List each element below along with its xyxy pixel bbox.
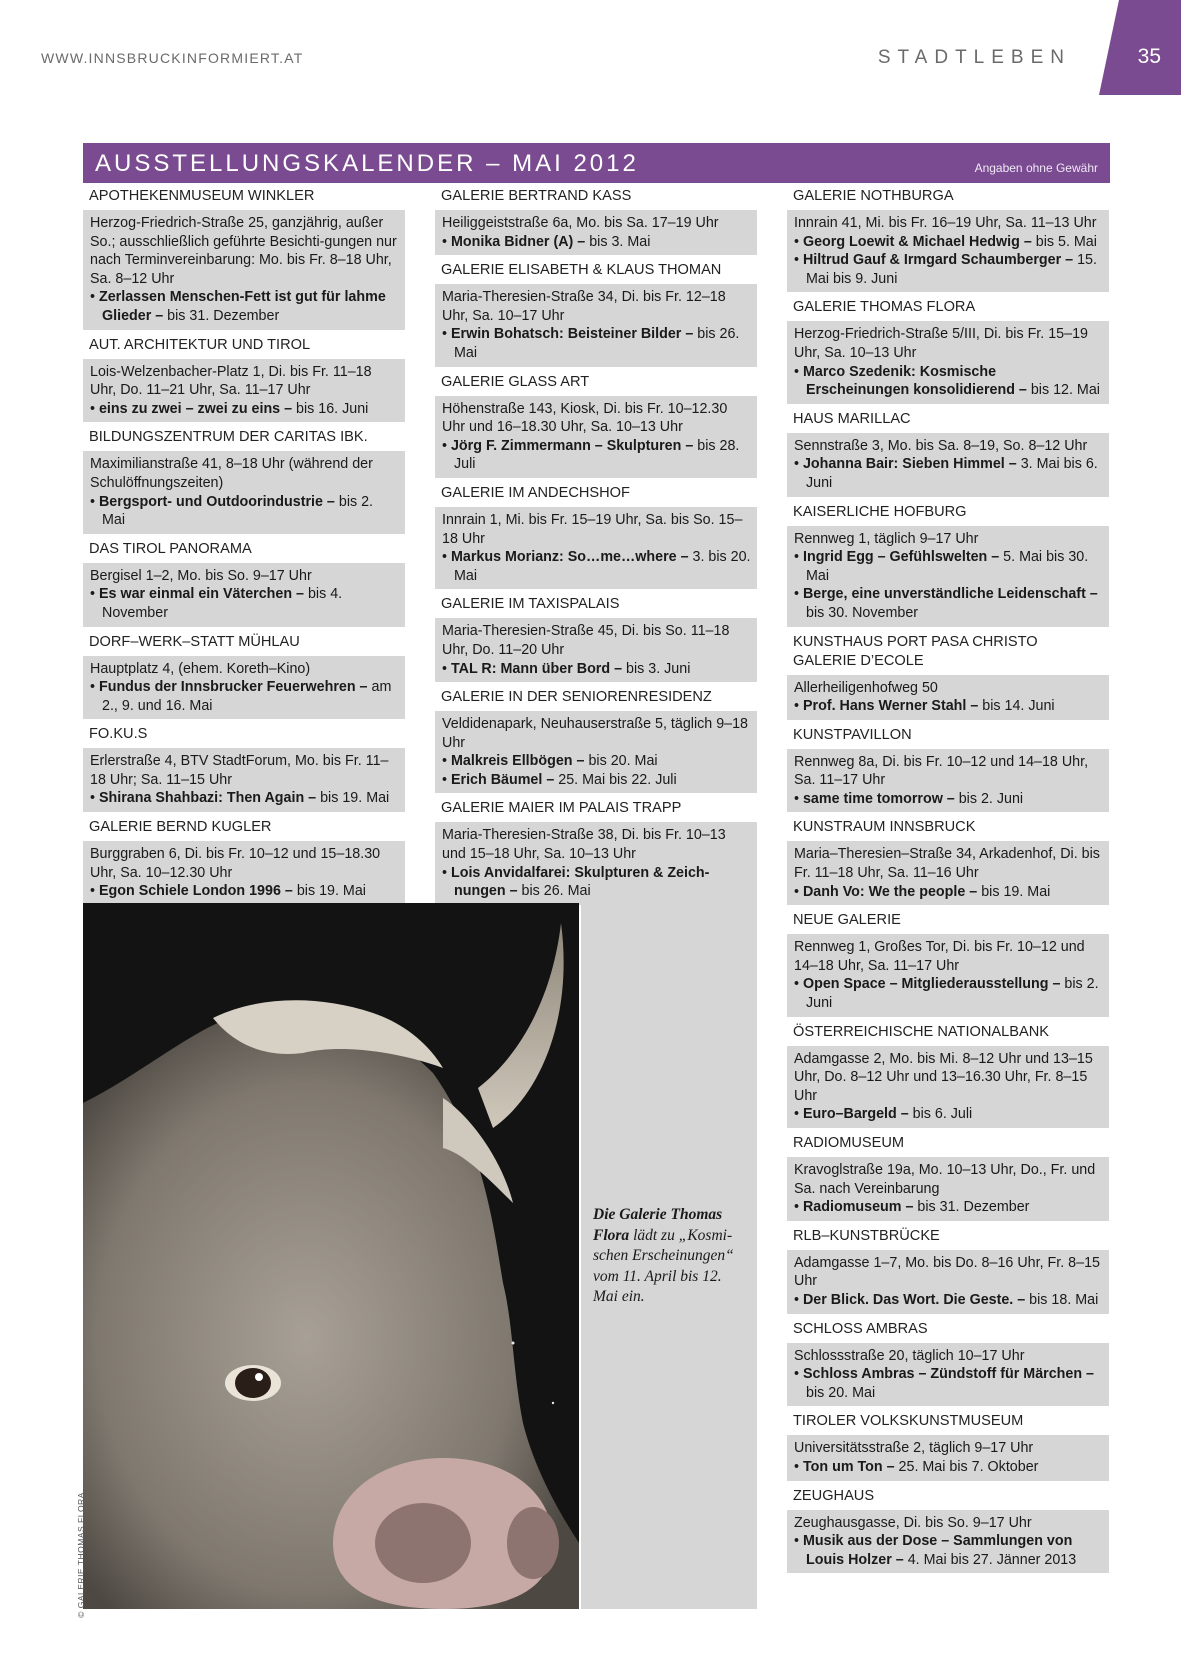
disclaimer: Angaben ohne Gewähr — [974, 161, 1098, 175]
venue-info: Herzog-Friedrich-Straße 5/III, Di. bis Fr. 15–19 Uhr, Sa. 10–13 Uhr — [794, 326, 1088, 361]
venue-info: Veldidenapark, Neuhauserstraße 5, täglich 9–18 Uhr — [442, 716, 748, 751]
calendar-entry — [787, 1487, 1109, 1574]
exhibition-title: Marco Szedenik: Kosmische Erscheinungen konsolidierend – — [802, 363, 1027, 399]
venue-info: Adamgasse 1–7, Mo. bis Do. 8–16 Uhr, Fr. 8–15 Uhr — [794, 1254, 1100, 1290]
exhibition-title: Ton um Ton – — [802, 1458, 895, 1475]
venue-info: Allerheiligenhofweg 50 — [794, 679, 938, 696]
exhibition-title: Jörg F. Zimmermann – Skulpturen – — [450, 437, 694, 454]
venue-info: Höhenstraße 143, Kiosk, Di. bis Fr. 10–12.30 Uhr und 16–18.30 Uhr, Sa. 10–13 Uhr — [442, 400, 728, 436]
venue-details — [787, 841, 1109, 905]
venue-name: GALERIE THOMAS FLORA — [793, 299, 976, 316]
venue-details — [83, 359, 405, 423]
exhibition-dates: bis 19. Mai — [977, 883, 1051, 900]
exhibition-title: Der Blick. Das Wort. Die Geste. – — [802, 1291, 1026, 1308]
exhibition-title: Prof. Hans Werner Stahl – — [802, 698, 979, 715]
calendar-entry — [787, 503, 1109, 627]
exhibition-item — [90, 288, 399, 325]
exhibition-title: eins zu zwei – zwei zu eins – — [98, 400, 293, 417]
exhibition-title: Erwin Bohatsch: Beisteiner Bilder – — [450, 326, 694, 343]
calendar-entry — [83, 336, 405, 423]
exhibition-dates: bis 20. Mai — [584, 753, 658, 770]
venue-details — [787, 749, 1109, 813]
exhibition-item — [90, 400, 399, 419]
venue-name: GALERIE IN DER SENIORENRESIDENZ — [441, 689, 712, 706]
exhibition-title: Open Space – Mitgliederausstellung – — [802, 976, 1061, 993]
exhibition-dates: bis 18. Mai — [1025, 1291, 1099, 1308]
venue-name: NEUE GALERIE — [793, 912, 901, 929]
exhibition-dates: bis 16. Juni — [292, 400, 369, 417]
venue-details — [787, 1046, 1109, 1128]
venue-details — [787, 210, 1109, 292]
exhibition-dates: 25. Mai bis 22. Juli — [554, 771, 677, 788]
image-credit-text: © GALERIE THOMAS FLORA — [75, 1492, 86, 1618]
venue-info: Erlerstraße 4, BTV StadtForum, Mo. bis Fr. 11–18 Uhr; Sa. 11–15 Uhr — [90, 753, 389, 788]
exhibition-title: Markus Morianz: So…me…where – — [450, 549, 689, 566]
exhibition-title: Erich Bäumel – — [450, 771, 555, 788]
calendar-entry — [83, 633, 405, 720]
exhibition-title: Georg Loewit & Michael Hedwig – — [802, 233, 1032, 250]
calendar-entry — [83, 428, 405, 533]
calendar-title: AUSSTELLUNGSKALENDER – MAI 2012 — [95, 150, 639, 177]
calendar-entry — [787, 633, 1109, 720]
venue-info: Innrain 1, Mi. bis Fr. 15–19 Uhr, Sa. bis So. 15–18 Uhr — [442, 511, 743, 547]
exhibition-dates: bis 3. Juni — [622, 660, 691, 677]
exhibition-item — [794, 697, 1103, 716]
caption-bold: Die Galerie Thomas Flora — [593, 1206, 723, 1244]
venue-info: Rennweg 1, täglich 9–17 Uhr — [794, 530, 979, 547]
calendar-entry — [435, 688, 757, 793]
exhibition-title: Fundus der Innsbrucker Feuerwehren – — [98, 679, 368, 696]
venue-details — [435, 618, 757, 682]
venue-name: SCHLOSS AMBRAS — [793, 1320, 928, 1337]
venue-details — [787, 1157, 1109, 1221]
exhibition-item — [794, 1365, 1103, 1402]
venue-name: AUT. ARCHITEKTUR UND TIROL — [89, 336, 311, 353]
exhibition-title: Bergsport- und Outdoorindustrie – — [98, 493, 335, 510]
venue-info: Bergisel 1–2, Mo. bis So. 9–17 Uhr — [90, 567, 312, 584]
exhibition-title: same time tomorrow – — [802, 790, 955, 807]
exhibition-item — [794, 1198, 1103, 1217]
exhibition-title: Musik aus der Dose – Sammlungen von Louis Holzer – — [802, 1533, 1073, 1568]
exhibition-item — [442, 325, 751, 362]
calendar-entry — [787, 1227, 1109, 1314]
exhibition-dates: 3. Mai bis 6. Juni — [806, 456, 1098, 491]
venue-name: ZEUGHAUS — [793, 1487, 875, 1504]
calendar-entry — [787, 298, 1109, 403]
calendar-entry — [787, 187, 1109, 292]
image-credit — [68, 1492, 86, 1618]
venue-details — [83, 748, 405, 812]
exhibition-dates: 15. Mai bis 9. Juni — [806, 252, 1097, 287]
calendar-entry — [787, 911, 1109, 1016]
exhibition-item — [794, 233, 1103, 252]
exhibition-title: Danh Vo: We the people – — [802, 883, 978, 900]
site-url[interactable]: WWW.INNSBRUCKINFORMIERT.AT — [41, 50, 304, 66]
venue-info: Heiliggeiststraße 6a, Mo. bis Sa. 17–19 Uhr — [442, 215, 719, 231]
exhibition-item — [794, 548, 1103, 585]
exhibition-dates: bis 12. Mai — [1026, 382, 1100, 399]
venue-name: GALERIE ELISABETH & KLAUS THOMAN — [441, 262, 722, 279]
venue-details — [435, 711, 757, 793]
image-caption — [593, 1205, 749, 1308]
venue-info: Maria-Theresien-Straße 34, Di. bis Fr. 12–18 Uhr, Sa. 10–17 Uhr — [442, 289, 726, 324]
venue-details — [435, 507, 757, 589]
exhibition-item — [442, 233, 751, 252]
venue-info: Maria-Theresien-Straße 38, Di. bis Fr. 10–13 und 15–18 Uhr, Sa. 10–13 Uhr — [442, 827, 726, 863]
calendar-column-2 — [435, 187, 757, 911]
venue-info: Maria–Theresien–Straße 34, Arkadenhof, Di. bis Fr. 11–18 Uhr, Sa. 11–16 Uhr — [794, 846, 1100, 882]
calendar-entry — [435, 373, 757, 478]
exhibition-dates: bis 19. Mai — [292, 883, 366, 900]
calendar-entry — [83, 187, 405, 330]
exhibition-item — [794, 363, 1103, 400]
exhibition-dates: bis 26. Mai — [517, 883, 591, 900]
venue-info: Rennweg 8a, Di. bis Fr. 10–12 und 14–18 Uhr, Sa. 11–17 Uhr — [794, 753, 1089, 789]
venue-details — [83, 451, 405, 533]
venue-details — [83, 563, 405, 627]
venue-name: GALERIE GLASS ART — [441, 373, 590, 390]
exhibition-title: Zerlassen Menschen-Fett ist gut für lahme Glieder – — [98, 289, 386, 324]
venue-name: DORF–WERK–STATT MÜHLAU — [89, 633, 300, 650]
exhibition-item — [442, 660, 751, 679]
calendar-entry — [435, 261, 757, 366]
venue-name: BILDUNGSZENTRUM DER CARITAS IBK. — [89, 429, 368, 446]
exhibition-dates: bis 19. Mai — [316, 790, 390, 807]
exhibition-item — [90, 678, 399, 715]
exhibition-dates: bis 31. Dezember — [163, 307, 280, 324]
venue-name: KUNSTRAUM INNSBRUCK — [793, 819, 976, 836]
exhibition-item — [794, 1291, 1103, 1310]
exhibition-item — [794, 1105, 1103, 1124]
calendar-entry — [787, 1412, 1109, 1480]
venue-name: GALERIE NOTHBURGA — [793, 188, 954, 204]
venue-info: Lois-Welzenbacher-Platz 1, Di. bis Fr. 11–18 Uhr, Do. 11–21 Uhr, Sa. 11–17 Uhr — [90, 363, 372, 399]
venue-info: Zeughausgasse, Di. bis So. 9–17 Uhr — [794, 1514, 1032, 1531]
exhibition-title: Radiomuseum – — [802, 1199, 914, 1216]
caption-rest: lädt zu „Kosmi-schen Erscheinungen“ vom 11. April bis 12. Mai ein. — [593, 1226, 734, 1305]
venue-info: Kravoglstraße 19a, Mo. 10–13 Uhr, Do., Fr. und Sa. nach Vereinbarung — [794, 1162, 1096, 1197]
exhibition-title: Berge, eine unverständliche Leidenschaft – — [802, 586, 1098, 603]
calendar-entry — [435, 595, 757, 682]
venue-info: Maximilianstraße 41, 8–18 Uhr (während der Schulöffnungszeiten) — [90, 456, 373, 491]
exhibition-item — [794, 585, 1103, 622]
caption-box — [581, 903, 757, 1609]
venue-name: GALERIE BERND KUGLER — [89, 819, 272, 836]
exhibition-item — [794, 1532, 1103, 1569]
exhibition-item — [90, 882, 399, 901]
venue-name: GALERIE IM ANDECHSHOF — [441, 484, 630, 501]
exhibition-dates: bis 4. November — [102, 586, 343, 621]
venue-info: Schlossstraße 20, täglich 10–17 Uhr — [794, 1347, 1025, 1364]
calendar-entry — [83, 725, 405, 812]
exhibition-item — [794, 251, 1103, 288]
section-label: STADTLEBEN — [877, 47, 1071, 68]
exhibition-item — [90, 789, 399, 808]
exhibition-item — [794, 1458, 1103, 1477]
venue-info: Rennweg 1, Großes Tor, Di. bis Fr. 10–12 und 14–18 Uhr, Sa. 11–17 Uhr — [794, 939, 1085, 974]
venue-info: Maria-Theresien-Straße 45, Di. bis So. 11–18 Uhr, Do. 11–20 Uhr — [442, 623, 730, 658]
exhibition-item — [442, 752, 751, 771]
exhibition-dates: bis 28. Juli — [454, 437, 740, 473]
venue-details — [787, 526, 1109, 627]
exhibition-item — [442, 771, 751, 790]
calendar-entry — [787, 726, 1109, 813]
venue-info: Herzog-Friedrich-Straße 25, ganzjährig, außer So.; ausschließlich geführte Besichti-gungen nur nach Terminvereinbarung: Mo. bis Fr. 8–18 Uhr, Sa. 8–12 Uhr — [90, 215, 397, 287]
calendar-column-3 — [787, 187, 1109, 1579]
venue-name: RADIOMUSEUM — [793, 1135, 905, 1151]
venue-details — [435, 396, 757, 478]
venue-details — [83, 841, 405, 905]
venue-info: Adamgasse 2, Mo. bis Mi. 8–12 Uhr und 13–15 Uhr, Do. 8–12 Uhr und 13–16.30 Uhr, Fr. 8–15 Uhr — [794, 1050, 1093, 1104]
calendar-entry — [435, 187, 757, 255]
venue-info: Sennstraße 3, Mo. bis Sa. 8–19, So. 8–12 Uhr — [794, 437, 1088, 454]
venue-info: Universitätsstraße 2, täglich 9–17 Uhr — [794, 1440, 1034, 1457]
calendar-entry — [787, 410, 1109, 497]
venue-details — [787, 1435, 1109, 1480]
calendar-entry — [435, 484, 757, 589]
exhibition-item — [794, 455, 1103, 492]
cow-illustration — [83, 903, 579, 1609]
venue-details — [787, 433, 1109, 497]
calendar-entry — [787, 818, 1109, 905]
exhibition-dates: bis 5. Mai — [1031, 233, 1097, 250]
venue-name: KUNSTPAVILLON — [793, 726, 912, 743]
venue-info: Innrain 41, Mi. bis Fr. 16–19 Uhr, Sa. 11–13 Uhr — [794, 215, 1097, 231]
venue-details — [435, 284, 757, 366]
exhibition-dates: bis 14. Juni — [978, 698, 1055, 715]
venue-details — [435, 210, 757, 255]
calendar-entry — [83, 540, 405, 627]
exhibition-dates: bis 2. Mai — [102, 493, 374, 529]
exhibition-item — [442, 437, 751, 474]
exhibition-dates: bis 2. Juni — [806, 976, 1099, 1012]
exhibition-dates: bis 31. Dezember — [913, 1199, 1030, 1216]
exhibition-title: Ingrid Egg – Gefühlswelten – — [802, 549, 1000, 566]
page-number: 35 — [1137, 45, 1161, 68]
venue-name: GALERIE MAIER IM PALAIS TRAPP — [441, 800, 682, 817]
exhibition-dates: 4. Mai bis 27. Jänner 2013 — [903, 1551, 1077, 1568]
venue-details — [787, 1510, 1109, 1574]
venue-name: TIROLER VOLKSKUNSTMUSEUM — [793, 1413, 1024, 1430]
calendar-title-bar — [83, 143, 1110, 183]
calendar-entry — [787, 1134, 1109, 1221]
exhibition-dates: 25. Mai bis 7. Oktober — [894, 1458, 1039, 1475]
exhibition-dates: bis 30. November — [806, 604, 919, 621]
exhibition-item — [794, 975, 1103, 1012]
exhibition-item — [794, 790, 1103, 809]
venue-name: RLB–KUNSTBRÜCKE — [793, 1227, 940, 1244]
venue-name: KAISERLICHE HOFBURG — [793, 503, 967, 520]
venue-name: GALERIE IM TAXISPALAIS — [441, 596, 620, 613]
venue-name: HAUS MARILLAC — [793, 410, 911, 427]
venue-info: Burggraben 6, Di. bis Fr. 10–12 und 15–18.30 Uhr, Sa. 10–12.30 Uhr — [90, 846, 381, 881]
venue-info: Hauptplatz 4, (ehem. Koreth–Kino) — [90, 660, 311, 677]
calendar-entry — [83, 818, 405, 905]
exhibition-item — [90, 585, 399, 622]
exhibition-title: Monika Bidner (A) – — [450, 233, 586, 250]
exhibition-item — [794, 883, 1103, 902]
exhibition-dates: bis 20. Mai — [806, 1384, 876, 1401]
exhibition-dates: bis 6. Juli — [908, 1106, 973, 1123]
venue-details — [787, 934, 1109, 1016]
venue-name: DAS TIROL PANORAMA — [89, 540, 252, 557]
calendar-entry — [435, 799, 757, 904]
venue-details — [787, 675, 1109, 720]
venue-name: GALERIE BERTRAND KASS — [441, 188, 632, 204]
exhibition-title: Euro–Bargeld – — [802, 1106, 909, 1123]
exhibition-item — [90, 493, 399, 530]
venue-details — [83, 210, 405, 330]
cow-painting — [83, 903, 579, 1609]
exhibition-dates: 5. Mai bis 30. Mai — [806, 549, 1089, 584]
exhibition-title: TAL R: Mann über Bord – — [450, 660, 623, 677]
exhibition-title: Hiltrud Gauf & Irmgard Schaumberger – — [802, 252, 1074, 269]
venue-details — [787, 1343, 1109, 1407]
venue-name: ÖSTERREICHISCHE NATIONALBANK — [793, 1023, 1049, 1040]
exhibition-title: Egon Schiele London 1996 – — [98, 883, 293, 900]
venue-name: KUNSTHAUS PORT PASA CHRISTO GALERIE D’ECOLE — [793, 633, 1038, 669]
exhibition-dates: bis 2. Juni — [954, 790, 1024, 807]
exhibition-dates: 3. bis 20. Mai — [454, 549, 751, 584]
venue-name: FO.KU.S — [89, 726, 148, 743]
exhibition-dates: bis 26. Mai — [454, 326, 740, 361]
exhibition-dates: am 2., 9. und 16. Mai — [102, 679, 392, 714]
exhibition-title: Johanna Bair: Sieben Himmel – — [802, 456, 1017, 473]
exhibition-title: Malkreis Ellbögen – — [450, 753, 585, 770]
venue-details — [83, 656, 405, 720]
venue-name: APOTHEKENMUSEUM WINKLER — [89, 188, 315, 204]
exhibition-title: Shirana Shahbazi: Then Again – — [98, 790, 317, 807]
calendar-entry — [787, 1023, 1109, 1128]
exhibition-title: Es war einmal ein Väterchen – — [98, 586, 304, 603]
exhibition-title: Schloss Ambras – Zündstoff für Märchen – — [802, 1366, 1095, 1383]
calendar-entry — [787, 1320, 1109, 1407]
calendar-column-1 — [83, 187, 405, 911]
venue-details — [787, 321, 1109, 403]
exhibition-title: Lois Anvidalfarei: Skulpturen & Zeich-nungen – — [450, 864, 710, 900]
venue-details — [787, 1250, 1109, 1314]
venue-details — [435, 822, 757, 904]
exhibition-item — [442, 548, 751, 585]
exhibition-item — [442, 864, 751, 901]
exhibition-dates: bis 3. Mai — [585, 233, 651, 250]
